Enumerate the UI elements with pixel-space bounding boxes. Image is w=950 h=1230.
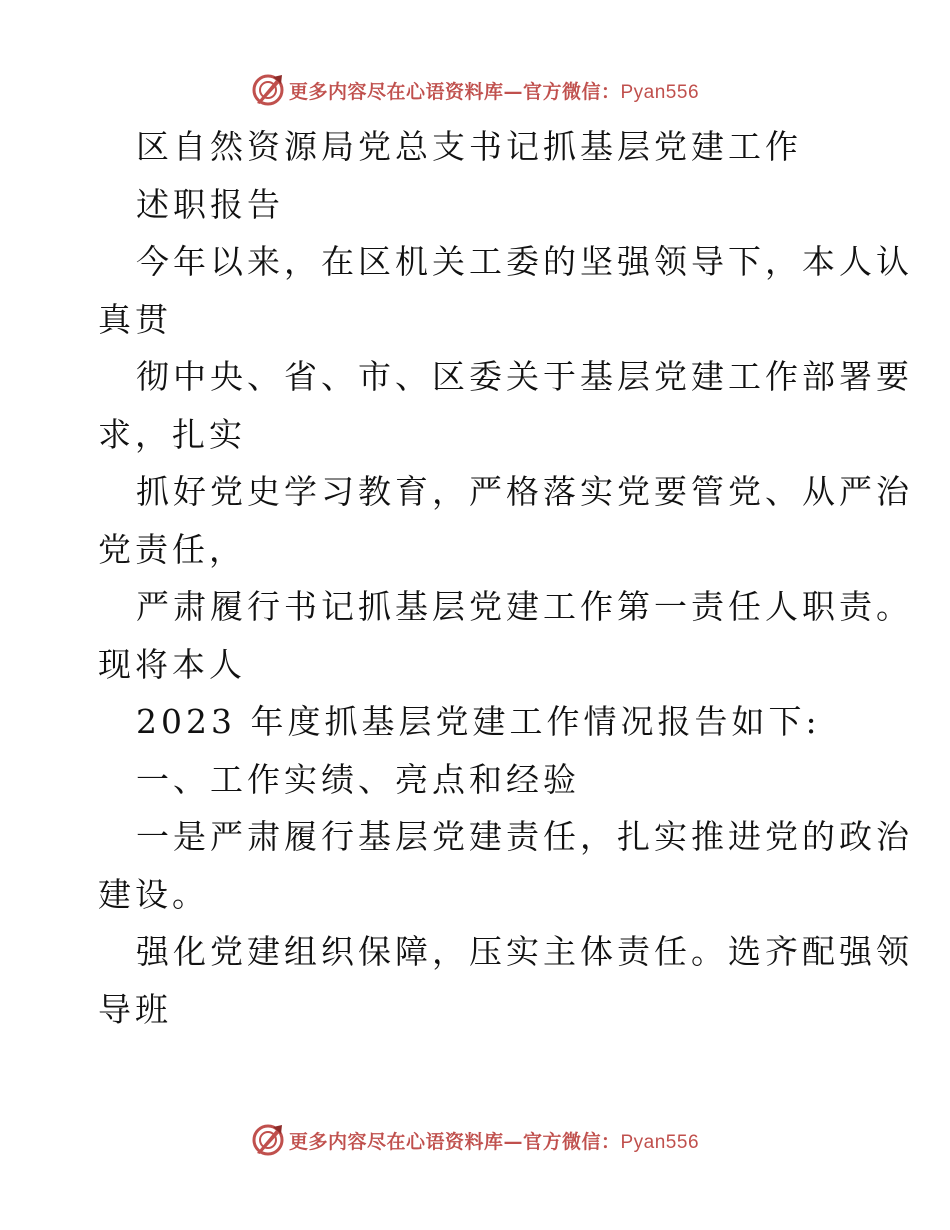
document-line: 真贯 [98,299,172,339]
document-line: 述职报告 [136,184,284,224]
quill-logo-icon [251,1123,285,1157]
document-line: 现将本人 [98,644,246,684]
banner-text: 更多内容尽在心语资料库—官方微信：Pyan556 [288,80,700,103]
document-line: 抓好党史学习教育，严格落实党要管党、从严治 [136,472,913,511]
document-line: 彻中央、省、市、区委关于基层党建工作部署要 [136,357,913,396]
header-watermark-banner [0,70,950,110]
banner-account: Pyan556 [620,1131,700,1153]
quill-logo-icon [251,73,285,107]
document-line: 一、工作实绩、亮点和经验 [136,759,580,799]
document-line: 党责任， [98,529,246,569]
banner-account: Pyan556 [620,81,700,103]
document-line: 强化党建组织保障，压实主体责任。选齐配强领 [136,932,913,971]
footer-watermark-banner [0,1120,950,1160]
document-line: 今年以来，在区机关工委的坚强领导下，本人认 [136,242,913,281]
document-body [98,118,913,1038]
document-line: 建设。 [98,874,209,914]
document-line: 导班 [98,989,172,1029]
document-line: 区自然资源局党总支书记抓基层党建工作 [136,127,802,166]
document-line: 2023 年度抓基层党建工作情况报告如下: [136,702,821,741]
document-line: 严肃履行书记抓基层党建工作第一责任人职责。 [136,587,913,626]
document-line: 一是严肃履行基层党建责任，扎实推进党的政治 [136,817,913,856]
document-line: 求，扎实 [98,414,246,454]
banner-text: 更多内容尽在心语资料库—官方微信：Pyan556 [288,1130,700,1153]
